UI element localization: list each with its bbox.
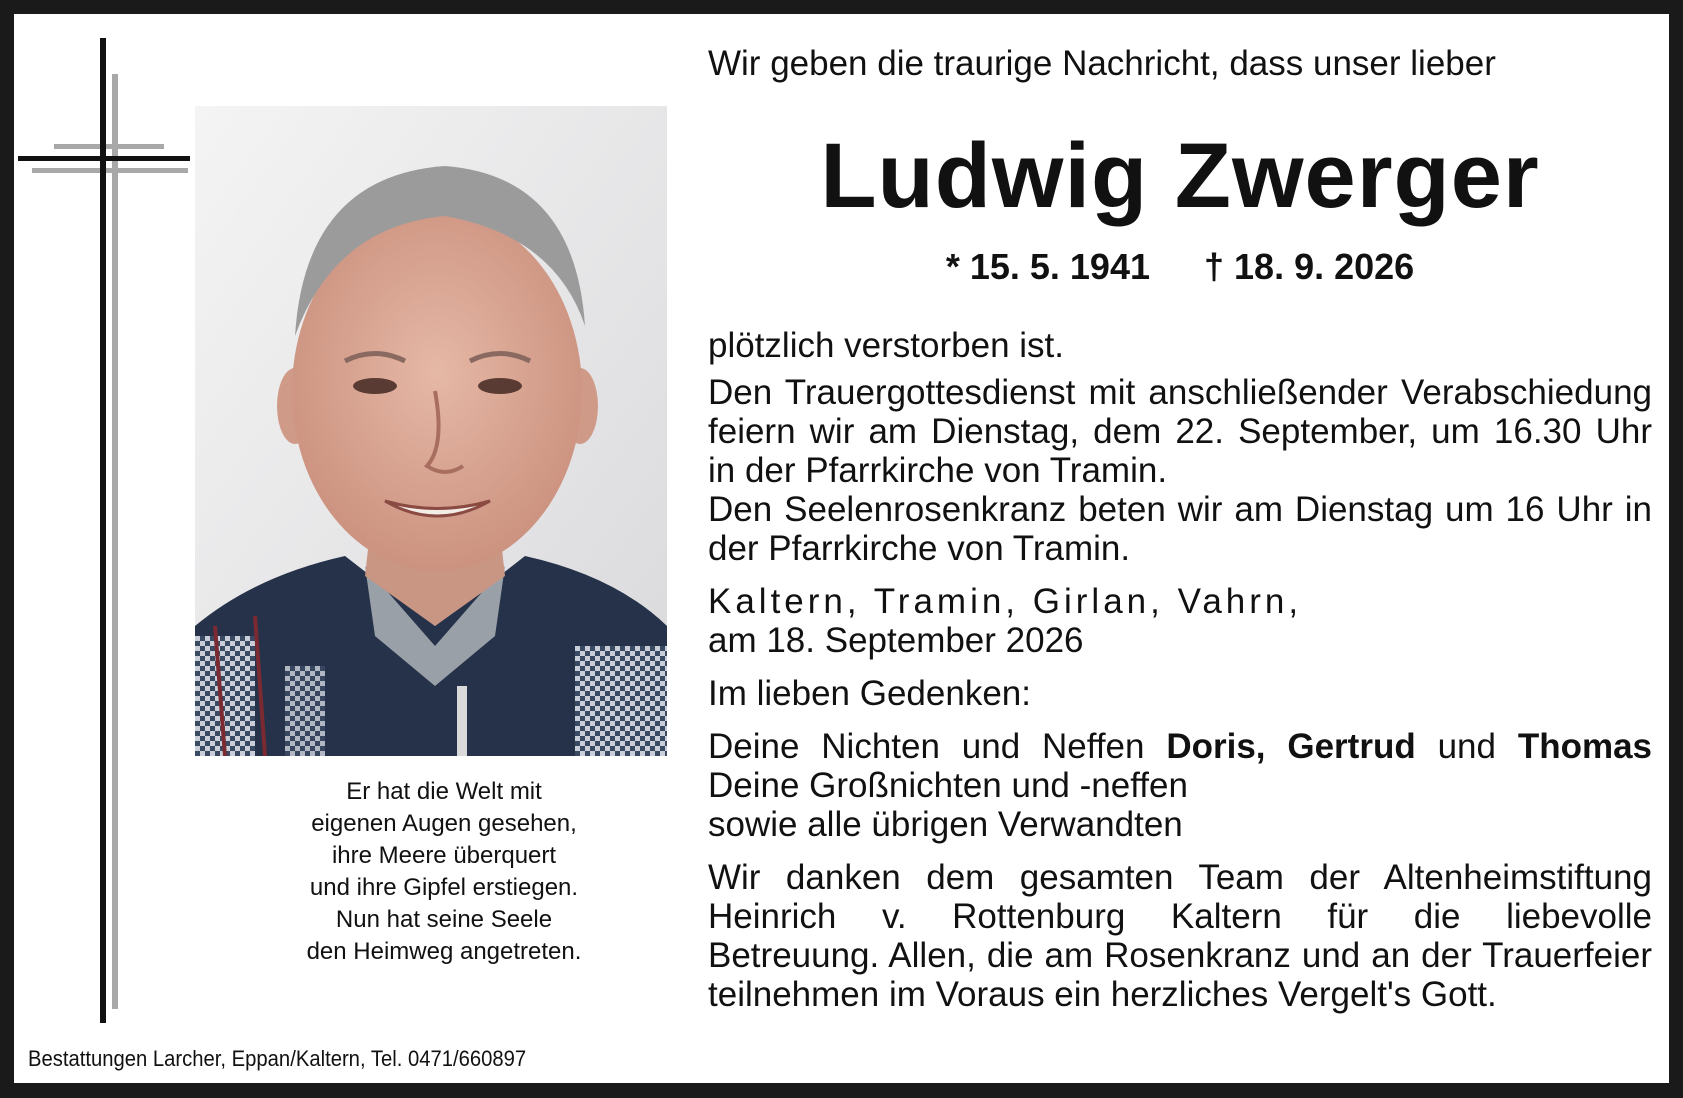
portrait-photo: [195, 106, 667, 756]
cross-horizontal-gray-bottom: [32, 168, 188, 173]
cross-vertical-black: [100, 38, 106, 1023]
passed-text: plötzlich verstorben ist.: [708, 326, 1064, 365]
family-names-2: Thomas: [1517, 727, 1653, 766]
quote-line: den Heimweg angetreten.: [306, 938, 582, 965]
quote-line: eigenen Augen gesehen,: [311, 810, 577, 837]
service-line: feiern wir am Dienstag, dem 22. September, um 16.30 Uhr: [708, 412, 1652, 451]
quote-line: Nun hat seine Seele: [335, 906, 553, 933]
memory-heading: Im lieben Gedenken:: [708, 674, 1031, 713]
intro-text: Wir geben die traurige Nachricht, dass unser lieber: [708, 44, 1496, 83]
thanks-line: teilnehmen im Voraus ein herzliches Vergelt's Gott.: [708, 975, 1497, 1014]
cross-horizontal-black: [18, 156, 190, 161]
deceased-name: Ludwig Zwerger: [820, 125, 1540, 227]
family-line-3: sowie alle übrigen Verwandten: [708, 805, 1183, 844]
death-date: † 18. 9. 2026: [1204, 246, 1415, 287]
cross-vertical-gray: [112, 74, 118, 1009]
cross-icon: [14, 14, 214, 1054]
cross-horizontal-gray-top: [54, 144, 164, 149]
family-names-1: Doris, Gertrud: [1166, 727, 1416, 766]
life-dates: [708, 246, 1652, 288]
family-line-1: [708, 727, 1652, 766]
funeral-home-footer: Bestattungen Larcher, Eppan/Kaltern, Tel. 0471/660897: [28, 1046, 527, 1071]
quote-line: ihre Meere überquert: [331, 842, 557, 869]
birth-date: * 15. 5. 1941: [945, 246, 1150, 287]
service-line: der Pfarrkirche von Tramin.: [708, 529, 1131, 568]
service-line: in der Pfarrkirche von Tramin.: [708, 451, 1168, 490]
family-prefix: Deine Nichten und Neffen: [708, 727, 1145, 766]
notice-body: [708, 326, 1652, 1014]
places-text: Kaltern, Tramin, Girlan, Vahrn,: [708, 582, 1303, 621]
thanks-line: Wir danken dem gesamten Team der Altenheimstiftung: [708, 858, 1652, 897]
service-line: Den Seelenrosenkranz beten wir am Dienstag um 16 Uhr in: [708, 490, 1652, 529]
memorial-quote: [214, 776, 674, 968]
place-date: am 18. September 2026: [708, 621, 1084, 660]
thanks-line: Betreuung. Allen, die am Rosenkranz und an der Trauerfeier: [708, 936, 1652, 975]
family-line-2: Deine Großnichten und -neffen: [708, 766, 1188, 805]
obituary-notice: [14, 14, 1669, 1083]
thanks-line: Heinrich v. Rottenburg Kaltern für die liebevolle: [708, 897, 1652, 936]
family-and: und: [1437, 727, 1496, 766]
quote-line: Er hat die Welt mit: [346, 778, 542, 805]
quote-line: und ihre Gipfel erstiegen.: [309, 874, 579, 901]
service-line: Den Trauergottesdienst mit anschließender Verabschiedung: [708, 373, 1652, 412]
